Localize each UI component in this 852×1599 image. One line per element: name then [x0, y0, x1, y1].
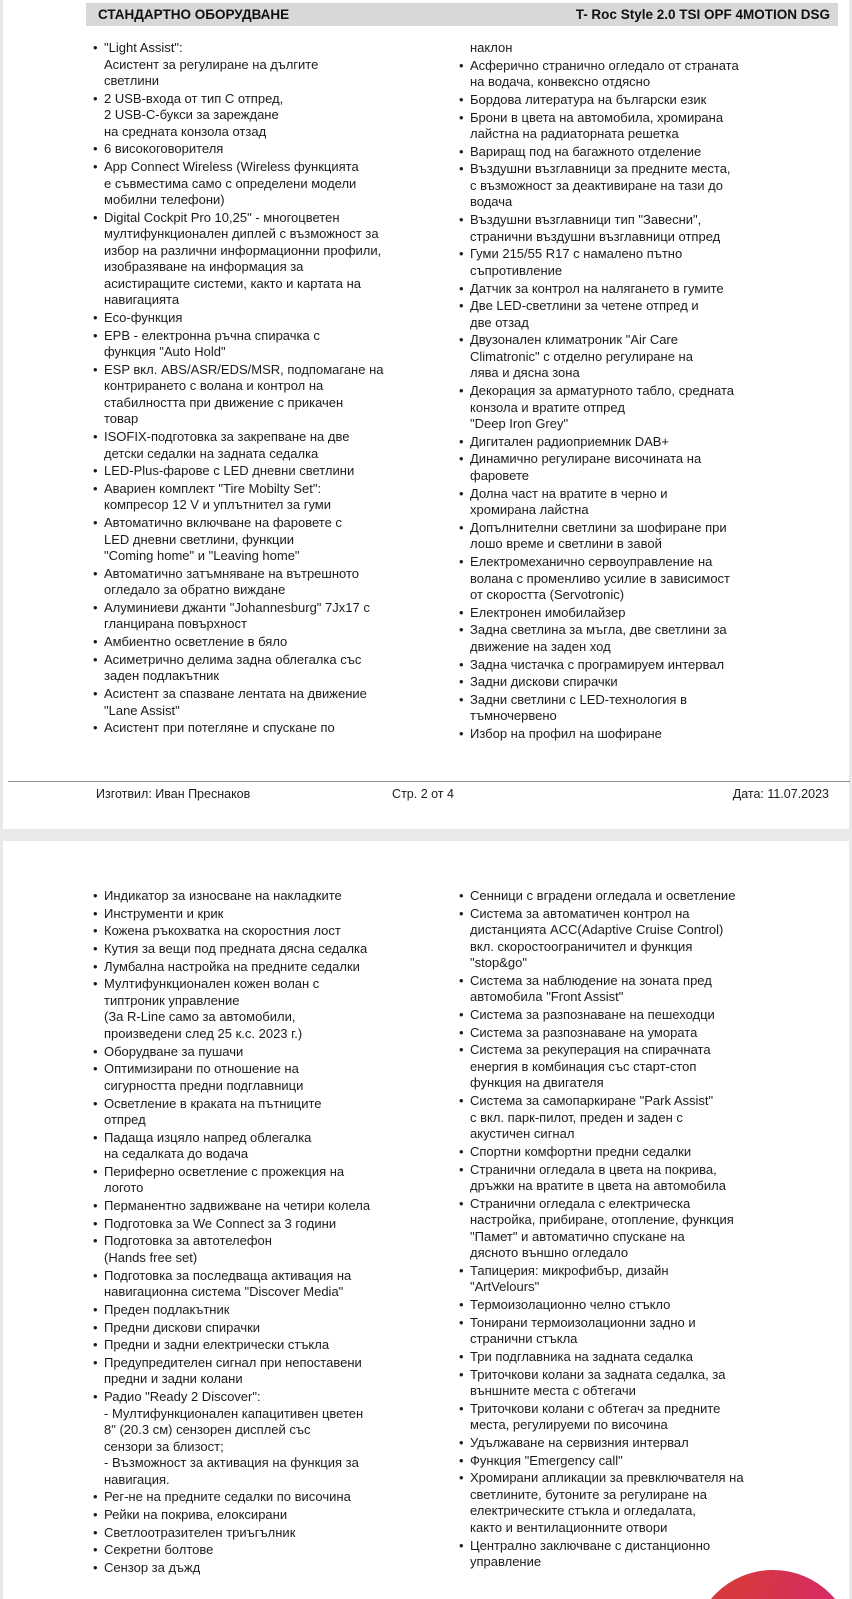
- equipment-item: [459, 605, 837, 622]
- bullet-icon: •: [459, 246, 464, 262]
- bullet-icon: •: [459, 1042, 464, 1058]
- equipment-item: [459, 92, 837, 109]
- equipment-item-text: Въздушни възглавници тип "Завесни", странични въздушни възглавници отпред: [470, 212, 721, 244]
- header-bar: [86, 3, 838, 26]
- equipment-item-text: Eco-функция: [104, 309, 183, 325]
- bullet-icon: •: [93, 1198, 98, 1214]
- equipment-item-text: Система за разпознаване на пешеходци: [470, 1007, 715, 1023]
- equipment-item-text: Падаща изцяло напред облегалка на седалката до водача: [104, 1129, 312, 1162]
- bullet-icon: •: [93, 941, 98, 957]
- equipment-item: [93, 888, 451, 905]
- equipment-item-text: Гуми 215/55 R17 с намалено пътно съпротивление: [470, 246, 683, 278]
- equipment-item-text: Удължаване на сервизния интервал: [470, 1435, 689, 1450]
- equipment-item: [93, 40, 451, 90]
- equipment-item-text: Вариращ под на багажното отделение: [470, 143, 702, 159]
- equipment-item: [459, 1263, 837, 1296]
- bullet-icon: •: [93, 159, 98, 175]
- equipment-item-text: Въздушни възглавници за предните места, с възможност за деактивиране на тази до водача: [470, 161, 731, 210]
- equipment-item: [93, 1489, 451, 1506]
- equipment-item: [93, 1061, 451, 1094]
- equipment-item: [459, 622, 837, 655]
- bullet-icon: •: [93, 361, 98, 377]
- bullet-icon: •: [93, 1301, 98, 1317]
- equipment-item-text: Предни и задни електрически стъкла: [104, 1337, 330, 1353]
- equipment-item-text: Осветление в краката на пътниците отпред: [104, 1095, 322, 1127]
- equipment-item: [93, 634, 451, 651]
- equipment-item: [459, 1435, 837, 1452]
- bullet-icon: •: [93, 923, 98, 939]
- equipment-item: [459, 1401, 837, 1434]
- bullet-icon: •: [93, 905, 98, 921]
- bullet-icon: •: [93, 1506, 98, 1522]
- bullet-icon: •: [459, 1297, 464, 1313]
- equipment-item: [93, 959, 451, 976]
- equipment-item-text: Бордова литература на български език: [470, 91, 707, 107]
- bullet-icon: •: [93, 90, 98, 106]
- equipment-item: [459, 973, 837, 1006]
- footer-date: Дата: 11.07.2023: [732, 787, 829, 801]
- equipment-item-text: Амбиентно осветление в бяло: [104, 634, 288, 650]
- equipment-item-text: Автоматично затъмняване на вътрешното огледало за обратно виждане: [104, 565, 359, 598]
- equipment-item-text: Допълнителни светлини за шофиране при лошо време и светлини в завой: [470, 519, 727, 552]
- equipment-item: [459, 451, 837, 484]
- page1-left-column: [93, 40, 451, 738]
- equipment-item-text: Асиметрично делима задна облегалка със заден подлакътник: [104, 651, 362, 684]
- equipment-item: [93, 600, 451, 633]
- equipment-item: [93, 210, 451, 309]
- equipment-item-text: Сенници с вградени огледала и осветление: [470, 888, 736, 903]
- equipment-item-text: Задни светлини с LED-технология в тъмночервено: [470, 691, 687, 724]
- equipment-item-text: Три подглавника на задната седалка: [470, 1348, 693, 1364]
- equipment-item: [459, 281, 837, 298]
- equipment-item-text: Мултифункционален кожен волан с типтроник управление (За R-Line само за автомобили, произведени след 25 к.с. 2023 г.): [104, 976, 320, 1041]
- equipment-item: [93, 1198, 451, 1215]
- equipment-item-text: Секретни болтове: [104, 1542, 214, 1558]
- bullet-icon: •: [93, 515, 98, 531]
- equipment-item-text: Автоматично включване на фаровете с LED дневни светлини, функции "Coming home" и "Leaving home": [104, 515, 342, 564]
- bullet-icon: •: [459, 888, 464, 903]
- equipment-item: [459, 40, 837, 57]
- equipment-item: [459, 246, 837, 279]
- bullet-icon: •: [93, 1319, 98, 1335]
- equipment-item: [93, 976, 451, 1042]
- equipment-item-text: Електронен имобилайзер: [470, 604, 626, 620]
- bullet-icon: •: [459, 212, 464, 228]
- footer-page-number: Стр. 2 от 4: [392, 787, 454, 801]
- section-title: СТАНДАРТНО ОБОРУДВАНЕ: [98, 7, 290, 22]
- bullet-icon: •: [93, 720, 98, 736]
- equipment-item: [93, 1233, 451, 1266]
- equipment-item-text: Функция "Emergency call": [470, 1452, 623, 1468]
- equipment-item: [93, 1044, 451, 1061]
- bullet-icon: •: [459, 1470, 464, 1486]
- equipment-item-text: App Connect Wireless (Wireless функцията е съвместима само с определени модели мобилни телефони): [104, 159, 359, 208]
- bullet-icon: •: [459, 1314, 464, 1330]
- equipment-item: [459, 1144, 837, 1161]
- equipment-item: [459, 1470, 837, 1536]
- equipment-item: [459, 1025, 837, 1042]
- bullet-icon: •: [93, 1043, 98, 1059]
- equipment-item: [93, 481, 451, 514]
- bullet-icon: •: [459, 143, 464, 159]
- equipment-item-text: Digital Cockpit Pro 10,25" - многоцветен мултифункционален диплей с възможност за избор на различни информационни профили, изобразяване на информация за асистиращите системи, както и картата на навигацията: [104, 209, 382, 308]
- equipment-item-text: LED-Plus-фарове с LED дневни светлини: [104, 463, 355, 479]
- bullet-icon: •: [459, 91, 464, 107]
- equipment-item: [459, 486, 837, 519]
- equipment-item-text: Перманентно задвижване на четири колела: [104, 1198, 371, 1214]
- bullet-icon: •: [93, 463, 98, 479]
- page-1: [3, 0, 849, 829]
- equipment-item: [459, 674, 837, 691]
- equipment-item: [459, 161, 837, 211]
- equipment-item-text: Задна светлина за мъгла, две светлини за движение на заден ход: [470, 622, 727, 654]
- equipment-item: [93, 328, 451, 361]
- bullet-icon: •: [459, 383, 464, 399]
- equipment-item-text: Асистент при потегляне и спускане по: [104, 720, 335, 736]
- equipment-item: [93, 429, 451, 462]
- equipment-item: [93, 686, 451, 719]
- equipment-item: [93, 1164, 451, 1197]
- equipment-item: [459, 1196, 837, 1262]
- equipment-item: [459, 298, 837, 331]
- equipment-item-text: Триточкови колани с обтегач за предните места, регулируеми по височина: [470, 1400, 721, 1433]
- equipment-item-text: Задни дискови спирачки: [470, 674, 618, 690]
- equipment-item: [93, 1216, 451, 1233]
- bullet-icon: •: [459, 726, 464, 742]
- bullet-icon: •: [459, 519, 464, 535]
- bullet-icon: •: [459, 691, 464, 707]
- equipment-item: [459, 110, 837, 143]
- equipment-item: [93, 362, 451, 428]
- bullet-icon: •: [459, 433, 464, 449]
- footer-author: Изготвил: Иван Преснаков: [96, 787, 251, 801]
- equipment-item: [459, 434, 837, 451]
- bullet-icon: •: [93, 1489, 98, 1505]
- equipment-item: [459, 1162, 837, 1195]
- page1-right-column: [459, 40, 837, 744]
- equipment-item: [459, 554, 837, 604]
- equipment-item-text: Долна част на вратите в черно и хромирана лайстна: [470, 485, 668, 518]
- equipment-item-text: Двузонален климатроник "Air Care Climatronic" с отделно регулиране на лява и дясна зона: [470, 332, 693, 381]
- equipment-item: [93, 566, 451, 599]
- equipment-item: [459, 332, 837, 382]
- bullet-icon: •: [93, 976, 98, 992]
- bullet-icon: •: [459, 161, 464, 177]
- equipment-item: [93, 310, 451, 327]
- bullet-icon: •: [459, 1262, 464, 1278]
- bullet-icon: •: [459, 905, 464, 921]
- bullet-icon: •: [459, 622, 464, 638]
- bullet-icon: •: [93, 686, 98, 701]
- equipment-item-text: Лумбална настройка на предните седалки: [104, 958, 360, 974]
- equipment-item-text: Подготовка за последваща активация на навигационна система "Discover Media": [104, 1267, 352, 1300]
- equipment-item-text: наклон: [470, 40, 513, 55]
- page-footer: [3, 787, 849, 803]
- bullet-icon: •: [93, 599, 98, 615]
- page2-left-column: [93, 888, 451, 1578]
- bullet-icon: •: [93, 1560, 98, 1575]
- equipment-item-text: Хромирани апликации за превключвателя на светлините, бутоните за регулиране на електрическите стъкла и огледалата, както и вентилационните отвори: [470, 1470, 744, 1535]
- equipment-item-text: Брони в цвета на автомобила, хромирана лайстна на радиаторната решетка: [470, 109, 724, 142]
- bullet-icon: •: [459, 1143, 464, 1159]
- equipment-item: [93, 159, 451, 209]
- equipment-item-text: Термоизолационно челно стъкло: [470, 1297, 671, 1313]
- equipment-item: [93, 1302, 451, 1319]
- equipment-item: [93, 941, 451, 958]
- equipment-item-text: Система за автоматичен контрол на дистанцията ACC(Adaptive Cruise Control) вкл. скоростоограничител и функция "stop&go": [470, 905, 724, 971]
- equipment-item: [459, 888, 837, 905]
- equipment-item: [459, 1538, 837, 1571]
- equipment-item-text: Преден подлакътник: [104, 1301, 230, 1317]
- bullet-icon: •: [93, 958, 98, 974]
- bullet-icon: •: [459, 332, 464, 348]
- bullet-icon: •: [459, 1195, 464, 1211]
- equipment-item: [459, 1349, 837, 1366]
- page-2: [3, 841, 849, 1599]
- bullet-icon: •: [93, 1233, 98, 1249]
- equipment-item-text: Спортни комфортни предни седалки: [470, 1143, 692, 1159]
- equipment-item-text: Периферно осветление с прожекция на логото: [104, 1163, 345, 1196]
- equipment-item-text: Асферично странично огледало от страната на водача, конвексно отдясно: [470, 57, 739, 90]
- bullet-icon: •: [459, 1452, 464, 1468]
- equipment-item-text: Индикатор за износване на накладките: [104, 888, 342, 903]
- equipment-item: [459, 520, 837, 553]
- bullet-icon: •: [93, 888, 98, 903]
- bullet-icon: •: [93, 1524, 98, 1540]
- equipment-item-text: Предупредителен сигнал при непоставени предни и задни колани: [104, 1354, 362, 1387]
- bullet-icon: •: [93, 141, 98, 157]
- equipment-item: [459, 1297, 837, 1314]
- equipment-item-text: Датчик за контрол на налягането в гумите: [470, 280, 724, 296]
- bullet-icon: •: [93, 209, 98, 225]
- equipment-item-text: Триточкови колани за задната седалка, за външните места с обтегачи: [470, 1366, 726, 1399]
- equipment-item-text: Декорация за арматурното табло, средната конзола и вратите отпред "Deep Iron Grey": [470, 383, 735, 432]
- equipment-item-text: Динамично регулиране височината на фаровете: [470, 451, 702, 483]
- equipment-item: [93, 1096, 451, 1129]
- equipment-item-text: Тапицерия: микрофибър, дизайн "ArtVelours": [470, 1262, 669, 1295]
- equipment-item-text: 2 USB-входа от тип C отпред, 2 USB-C-букси за зареждане на средната конзола отзад: [104, 90, 284, 139]
- bullet-icon: •: [93, 1354, 98, 1370]
- equipment-item-text: Радио "Ready 2 Discover": - Мултифункционален капацитивен цветен 8" (20.3 см) сензорен дисплей със сензори за близост; - Възможност за активация на функция за навигация.: [104, 1389, 364, 1487]
- model-title: T- Roc Style 2.0 TSI OPF 4MOTION DSG: [575, 7, 830, 22]
- bullet-icon: •: [459, 485, 464, 501]
- equipment-item: [93, 652, 451, 685]
- equipment-item-text: Система за рекуперация на спирачната енергия в комбинация със старт-стоп функция на двигателя: [470, 1042, 711, 1091]
- footer-divider: [8, 781, 850, 782]
- bullet-icon: •: [93, 1061, 98, 1077]
- bullet-icon: •: [459, 1400, 464, 1416]
- equipment-item-text: Предни дискови спирачки: [104, 1319, 261, 1335]
- bullet-icon: •: [93, 1542, 98, 1558]
- bullet-icon: •: [459, 298, 464, 314]
- bullet-icon: •: [93, 1337, 98, 1353]
- equipment-item-text: Странични огледала с електрическа настройка, прибиране, отопление, функция "Памет" и автоматично спускане на дясното външно огледало: [470, 1195, 734, 1261]
- equipment-item-text: Тонирани термоизолационни задно и странични стъкла: [470, 1314, 696, 1347]
- equipment-item-text: Инструменти и крик: [104, 905, 224, 921]
- equipment-item: [93, 1130, 451, 1163]
- equipment-item: [93, 1268, 451, 1301]
- equipment-item-text: Система за самопаркиране "Park Assist" с вкл. парк-пилот, преден и заден с акустичен сигнал: [470, 1093, 714, 1142]
- equipment-item: [93, 515, 451, 565]
- equipment-item: [459, 692, 837, 725]
- equipment-item-text: Асистент за спазване лентата на движение "Lane Assist": [104, 686, 367, 718]
- bullet-icon: •: [459, 1093, 464, 1109]
- equipment-item-text: Сензор за дъжд: [104, 1560, 201, 1575]
- equipment-item-text: Светлоотразителен триъгълник: [104, 1524, 296, 1540]
- bullet-icon: •: [459, 554, 464, 569]
- equipment-item: [93, 906, 451, 923]
- equipment-item-text: Подготовка за We Connect за 3 години: [104, 1215, 337, 1231]
- bullet-icon: •: [459, 674, 464, 690]
- bullet-icon: •: [93, 1389, 98, 1405]
- equipment-item: [459, 1093, 837, 1143]
- equipment-item: [93, 1560, 451, 1577]
- equipment-item: [93, 91, 451, 141]
- equipment-item: [93, 1389, 451, 1488]
- equipment-item: [93, 923, 451, 940]
- bullet-icon: •: [93, 480, 98, 496]
- equipment-item-text: Система за наблюдение на зоната пред автомобила "Front Assist": [470, 972, 712, 1005]
- equipment-item: [93, 1320, 451, 1337]
- equipment-item-text: Оборудване за пушачи: [104, 1043, 244, 1059]
- bullet-icon: •: [459, 604, 464, 620]
- equipment-item: [459, 1315, 837, 1348]
- bullet-icon: •: [93, 1163, 98, 1179]
- bullet-icon: •: [459, 57, 464, 73]
- bullet-icon: •: [459, 656, 464, 672]
- equipment-item: [93, 463, 451, 480]
- equipment-item: [459, 1007, 837, 1024]
- equipment-item: [93, 720, 451, 737]
- equipment-item-text: 6 високоговорителя: [104, 141, 224, 157]
- equipment-item: [459, 1453, 837, 1470]
- equipment-item-text: Авариен комплект "Tire Mobilty Set": компресор 12 V и уплътнител за гуми: [104, 480, 331, 513]
- equipment-item: [93, 1355, 451, 1388]
- equipment-item-text: Странични огледала в цвета на покрива, дръжки на вратите в цвета на автомобила: [470, 1161, 726, 1193]
- equipment-item-text: EPB - електронна ръчна спирачка с функция "Auto Hold": [104, 327, 320, 360]
- equipment-item-text: Рег-не на предните седалки по височина: [104, 1489, 351, 1505]
- equipment-item-text: Задна чистачка с програмируем интервал: [470, 656, 725, 672]
- bullet-icon: •: [459, 972, 464, 988]
- equipment-item-text: Електромеханично сервоуправление на волана с променливо усилие в зависимост от скоростта (Servotronic): [470, 554, 731, 602]
- equipment-item-text: Оптимизирани по отношение на сигурността предни подглавници: [104, 1061, 304, 1093]
- bullet-icon: •: [459, 1161, 464, 1177]
- bullet-icon: •: [459, 451, 464, 467]
- equipment-item: [459, 1042, 837, 1092]
- bullet-icon: •: [93, 1215, 98, 1231]
- bullet-icon: •: [459, 1366, 464, 1382]
- equipment-item: [93, 141, 451, 158]
- equipment-item-text: Кутия за вещи под предната дясна седалка: [104, 941, 368, 957]
- bullet-icon: •: [93, 327, 98, 343]
- bullet-icon: •: [93, 429, 98, 444]
- equipment-item-text: Централно заключване с дистанционно управление: [470, 1537, 711, 1570]
- equipment-item-text: Подготовка за автотелефон (Hands free set): [104, 1233, 272, 1265]
- equipment-item: [93, 1337, 451, 1354]
- equipment-item: [459, 657, 837, 674]
- bullet-icon: •: [93, 651, 98, 667]
- bullet-icon: •: [93, 40, 98, 55]
- bullet-icon: •: [459, 1435, 464, 1450]
- equipment-item-text: ISOFIX-подготовка за закрепване на две детски седалки на задната седалка: [104, 429, 350, 461]
- bullet-icon: •: [93, 309, 98, 325]
- equipment-item: [459, 212, 837, 245]
- equipment-item-text: ESP вкл. ABS/ASR/EDS/MSR, подпомагане на контрирането с волана и контрол на стабилността при движение с прикачен товар: [104, 361, 384, 427]
- bullet-icon: •: [93, 1267, 98, 1283]
- bullet-icon: •: [93, 1095, 98, 1111]
- bullet-icon: •: [93, 1129, 98, 1145]
- bullet-icon: •: [459, 1024, 464, 1040]
- equipment-item: [459, 726, 837, 743]
- equipment-item: [93, 1507, 451, 1524]
- equipment-item: [459, 383, 837, 433]
- equipment-item-text: Избор на профил на шофиране: [470, 726, 662, 742]
- equipment-item-text: Кожена ръкохватка на скоростния лост: [104, 923, 341, 939]
- page2-right-column: [459, 888, 837, 1572]
- equipment-item: [459, 1367, 837, 1400]
- equipment-item: [93, 1542, 451, 1559]
- equipment-item: [459, 144, 837, 161]
- equipment-item-text: Дигитален радиоприемник DAB+: [470, 433, 670, 449]
- bullet-icon: •: [93, 634, 98, 650]
- bullet-icon: •: [459, 1007, 464, 1023]
- equipment-item-text: Система за разпознаване на умората: [470, 1024, 698, 1040]
- equipment-item: [459, 906, 837, 972]
- bullet-icon: •: [93, 565, 98, 581]
- equipment-item-text: Алуминиеви джанти "Johannesburg" 7Jx17 с гланцирана повърхност: [104, 599, 370, 632]
- bullet-icon: •: [459, 280, 464, 296]
- equipment-item-text: Две LED-светлини за четене отпред и две отзад: [470, 298, 699, 330]
- equipment-item-text: "Light Assist": Асистент за регулиране на дългите светлини: [104, 40, 319, 88]
- bullet-icon: •: [459, 1537, 464, 1553]
- bullet-icon: •: [459, 109, 464, 125]
- equipment-item: [93, 1525, 451, 1542]
- equipment-item-text: Рейки на покрива, елоксирани: [104, 1506, 288, 1522]
- bullet-icon: •: [459, 1348, 464, 1364]
- equipment-item: [459, 58, 837, 91]
